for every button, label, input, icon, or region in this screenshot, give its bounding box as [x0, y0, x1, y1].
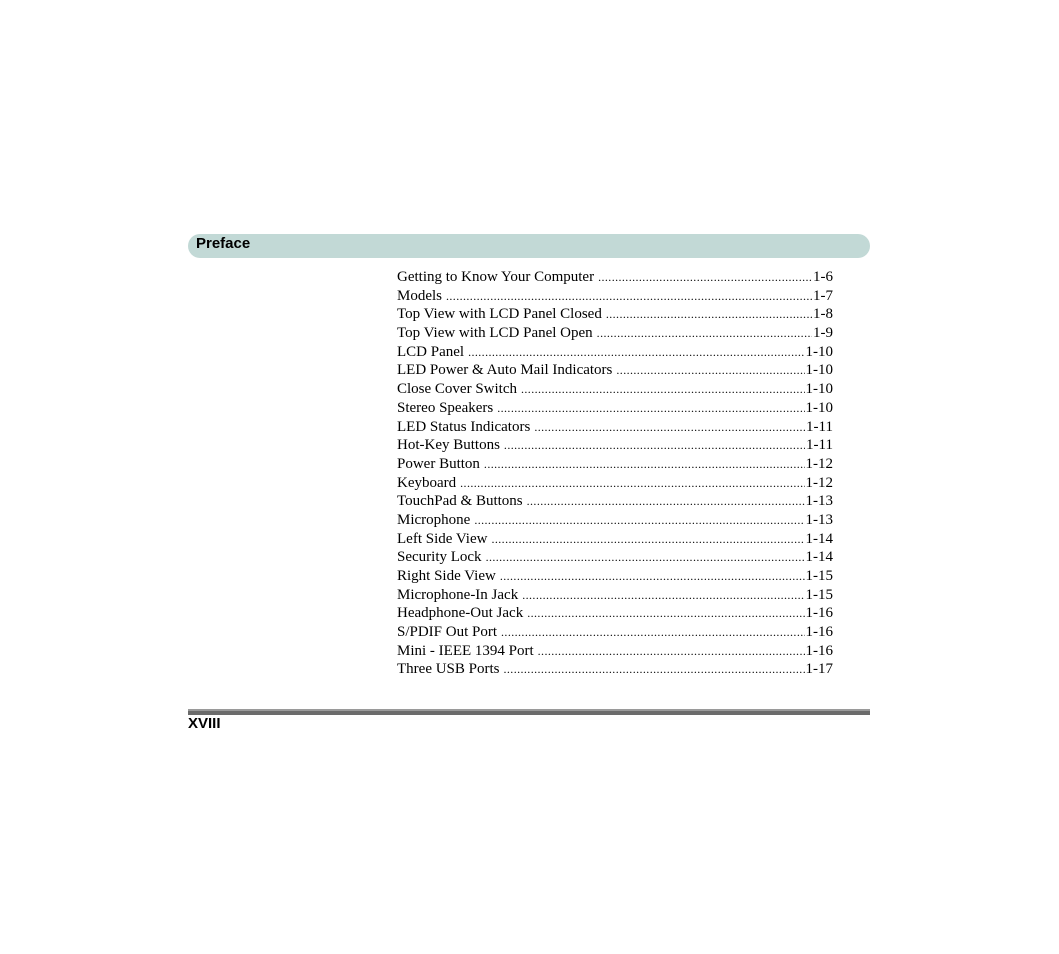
toc-entry[interactable]: [397, 418, 833, 437]
toc-entry[interactable]: [397, 660, 833, 679]
footer-rule-highlight: [188, 709, 870, 711]
toc-entry[interactable]: [397, 268, 833, 287]
toc-entry-page: 1-8: [813, 306, 833, 323]
toc-entry-page: 1-7: [813, 287, 833, 304]
toc-dot-leader: [504, 660, 805, 679]
toc-entry-title: Microphone-In Jack: [397, 586, 519, 603]
toc-dot-leader: [497, 399, 804, 418]
toc-entry[interactable]: [397, 642, 833, 661]
toc-entry[interactable]: [397, 548, 833, 567]
toc-entry[interactable]: [397, 623, 833, 642]
toc-entry-page: 1-11: [806, 418, 833, 435]
toc-entry[interactable]: [397, 361, 833, 380]
toc-entry-page: 1-9: [813, 325, 833, 342]
toc-entry[interactable]: [397, 436, 833, 455]
toc-entry-page: 1-17: [805, 661, 833, 678]
toc-dot-leader: [460, 474, 804, 493]
toc-entry-title: Top View with LCD Panel Closed: [397, 306, 602, 323]
toc-dot-leader: [484, 455, 805, 474]
toc-dot-leader: [606, 305, 812, 324]
toc-entry[interactable]: [397, 455, 833, 474]
toc-entry-title: S/PDIF Out Port: [397, 624, 498, 641]
toc-entry-title: Close Cover Switch: [397, 381, 517, 398]
toc-entry-title: Three USB Ports: [397, 661, 500, 678]
toc-entry-title: LED Power & Auto Mail Indicators: [397, 362, 613, 379]
toc-entry[interactable]: [397, 567, 833, 586]
toc-entry-title: Stereo Speakers: [397, 399, 494, 416]
toc-dot-leader: [521, 380, 805, 399]
toc-dot-leader: [534, 418, 805, 437]
toc-entry-title: Hot-Key Buttons: [397, 437, 500, 454]
section-header-bar: [188, 234, 870, 258]
toc-dot-leader: [527, 604, 804, 623]
toc-dot-leader: [501, 623, 804, 642]
toc-entry-title: Left Side View: [397, 530, 488, 547]
toc-entry[interactable]: [397, 586, 833, 605]
section-title: Preface: [196, 235, 251, 252]
toc-entry-page: 1-6: [813, 269, 833, 285]
toc-entry-title: Top View with LCD Panel Open: [397, 325, 593, 342]
toc-entry-page: 1-13: [805, 493, 833, 510]
toc-entry-title: LED Status Indicators: [397, 418, 531, 435]
toc-dot-leader: [504, 436, 805, 455]
toc-dot-leader: [500, 567, 805, 586]
toc-entry[interactable]: [397, 399, 833, 418]
toc-entry-title: Power Button: [397, 455, 480, 472]
toc-entry-title: TouchPad & Buttons: [397, 493, 523, 510]
toc-entry-title: Headphone-Out Jack: [397, 605, 524, 622]
toc-dot-leader: [538, 642, 805, 661]
toc-entry-title: Security Lock: [397, 549, 482, 566]
toc-entry-page: 1-10: [805, 381, 833, 398]
toc-entry-page: 1-16: [805, 642, 833, 659]
toc-dot-leader: [491, 530, 804, 549]
toc-dot-leader: [597, 324, 812, 343]
page-number: XVIII: [188, 715, 221, 732]
toc-dot-leader: [527, 492, 805, 511]
toc-dot-leader: [616, 361, 804, 380]
toc-entry-page: 1-16: [805, 605, 833, 622]
toc-entry[interactable]: [397, 380, 833, 399]
table-of-contents: [397, 268, 833, 679]
toc-entry[interactable]: [397, 305, 833, 324]
toc-entry-page: 1-12: [805, 455, 833, 472]
toc-entry[interactable]: [397, 530, 833, 549]
toc-entry[interactable]: [397, 287, 833, 306]
toc-entry[interactable]: [397, 343, 833, 362]
toc-dot-leader: [474, 511, 804, 530]
toc-entry-page: 1-15: [805, 586, 833, 603]
toc-dot-leader: [446, 287, 812, 306]
toc-entry-page: 1-14: [805, 549, 833, 566]
toc-entry-page: 1-10: [805, 343, 833, 360]
toc-entry-title: Models: [397, 287, 442, 304]
toc-entry[interactable]: [397, 474, 833, 493]
toc-entry-page: 1-16: [805, 624, 833, 641]
toc-dot-leader: [468, 343, 804, 362]
toc-entry-page: 1-14: [805, 530, 833, 547]
toc-dot-leader: [522, 586, 804, 605]
toc-entry-page: 1-15: [805, 568, 833, 584]
toc-entry-page: 1-12: [805, 474, 833, 491]
toc-entry[interactable]: [397, 604, 833, 623]
toc-entry-title: Getting to Know Your Computer: [397, 269, 595, 285]
toc-entry-title: Microphone: [397, 511, 471, 528]
toc-dot-leader: [598, 268, 812, 287]
toc-entry-page: 1-10: [805, 362, 833, 379]
toc-entry-title: Mini - IEEE 1394 Port: [397, 642, 534, 659]
toc-entry[interactable]: [397, 324, 833, 343]
toc-dot-leader: [486, 548, 805, 567]
toc-entry-page: 1-10: [805, 399, 833, 416]
toc-entry[interactable]: [397, 492, 833, 511]
toc-entry[interactable]: [397, 511, 833, 530]
toc-entry-title: Right Side View: [397, 568, 496, 584]
toc-entry-page: 1-13: [805, 511, 833, 528]
toc-entry-title: LCD Panel: [397, 343, 465, 360]
toc-entry-page: 1-11: [806, 437, 833, 454]
toc-entry-title: Keyboard: [397, 474, 457, 491]
